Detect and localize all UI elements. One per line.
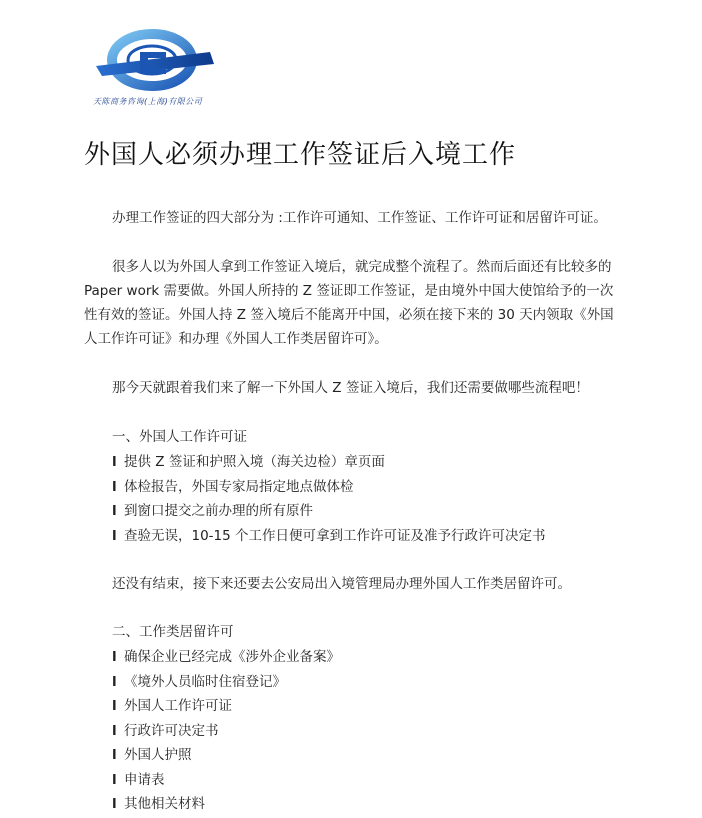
list-item: l 确保企业已经完成《涉外企业备案》 (112, 645, 340, 670)
bullet-marker: l (112, 698, 117, 714)
bullet-marker: l (112, 649, 117, 665)
bullet-marker: l (112, 673, 117, 690)
residence-permit-list (112, 645, 340, 817)
page-title: 外国人必须办理工作签证后入境工作 (84, 140, 517, 170)
list-item: l 申请表 (112, 768, 340, 793)
paragraph-lead-in: 那今天就跟着我们来了解一下外国人 Z 签证入境后，我们还需要做哪些流程吧！ (112, 380, 589, 396)
list-item: l 《境外人员临时住宿登记》 (112, 670, 340, 695)
paragraph-transition: 还没有结束，接下来还要去公安局出入境管理局办理外国人工作类居留许可。 (112, 576, 571, 592)
bullet-marker: l (112, 527, 117, 544)
bullet-marker: l (112, 722, 117, 739)
list-item: l 行政许可决定书 (112, 719, 340, 744)
bullet-marker: l (112, 454, 117, 470)
section-title-work-permit: 一、外国人工作许可证 (112, 429, 247, 445)
bullet-marker: l (112, 478, 117, 495)
list-item: l 体检报告，外国专家局指定地点做体检 (112, 475, 546, 500)
section-title-residence-permit: 二、工作类居留许可 (112, 624, 234, 640)
list-item: l 提供 Z 签证和护照入境（海关边检）章页面 (112, 450, 546, 475)
list-item: l 查验无误，10-15 个工作日便可拿到工作许可证及准予行政许可决定书 (112, 524, 546, 549)
list-item: l 外国人护照 (112, 743, 340, 768)
bullet-marker: l (112, 771, 117, 788)
list-item: l 外国人工作许可证 (112, 694, 340, 719)
paragraph-explanation: 很多人以为外国人拿到工作签证入境后，就完成整个流程了。然而后面还有比较多的 Paper work 需要做。外国人所持的 Z 签证即工作签证，是由境外中国大使馆给予的一次性有效的签证。外国人持 Z 签入境后不能离开中国，必须在接下来的 30 天内领取《外国人工作许可证》和办理《外国人工作类居留许可》。 (84, 259, 614, 347)
list-item: l 其他相关材料 (112, 792, 340, 817)
work-permit-list (112, 450, 546, 548)
bullet-marker: l (112, 503, 117, 519)
paragraph-intro: 办理工作签证的四大部分为 :工作许可通知、工作签证、工作许可证和居留许可证。 (112, 210, 607, 226)
bullet-marker: l (112, 747, 117, 763)
bullet-marker: l (112, 796, 117, 812)
company-name-caption: 天陈商务咨询(上海)有限公司 (93, 97, 203, 106)
list-item: l 到窗口提交之前办理的所有原件 (112, 499, 546, 524)
